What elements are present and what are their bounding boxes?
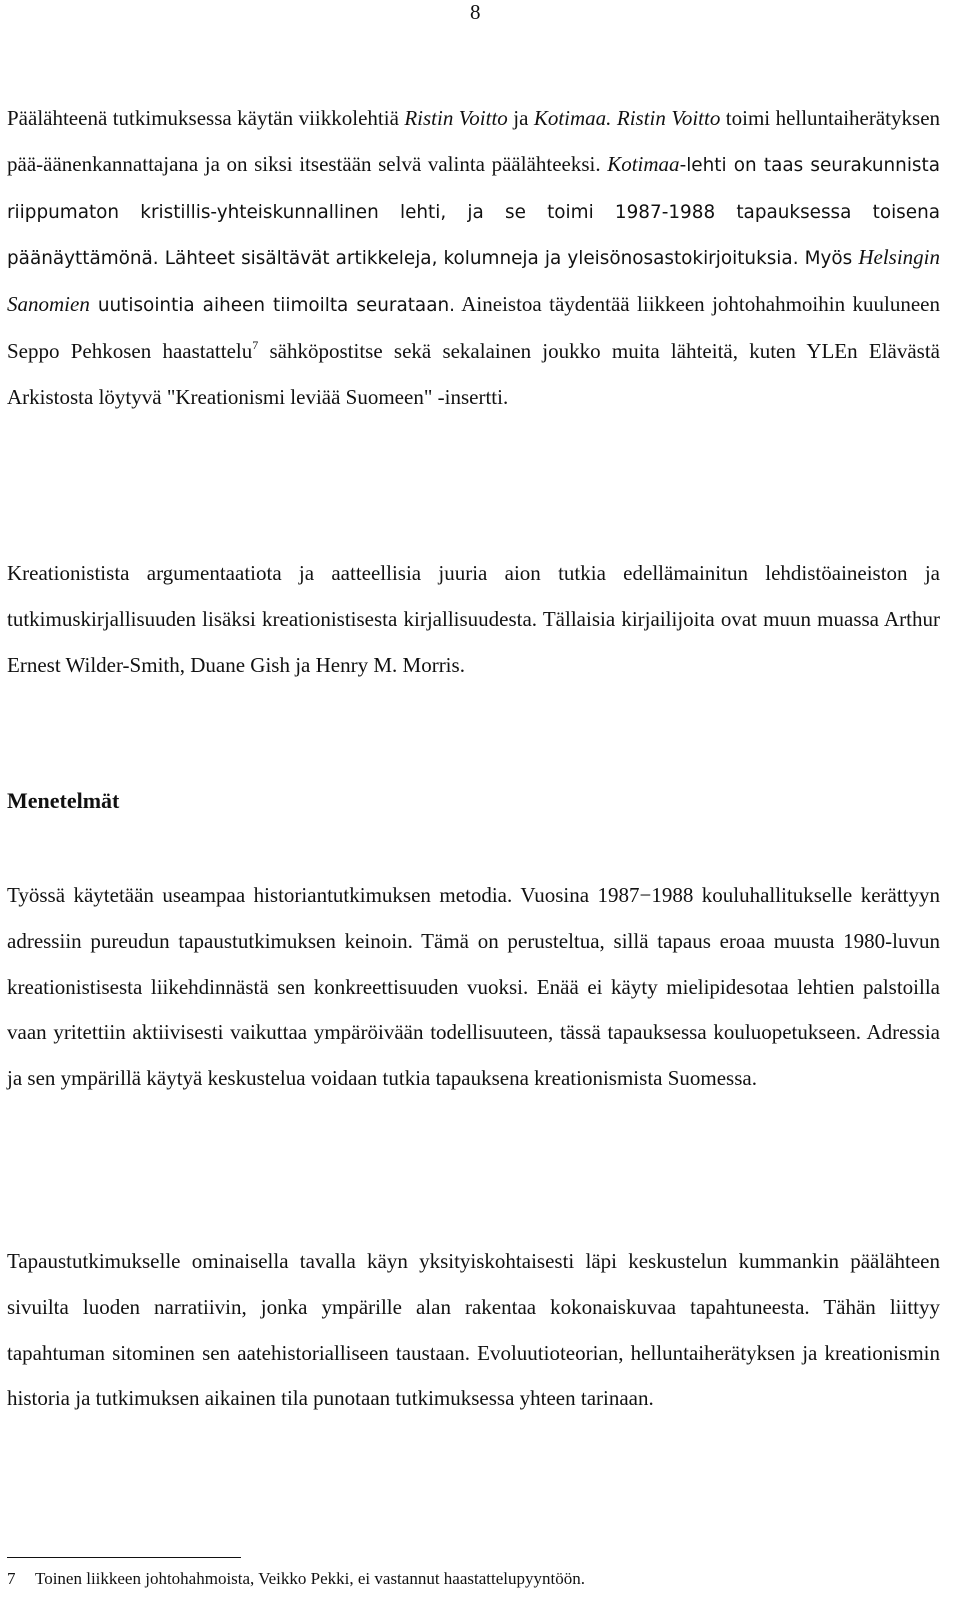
footnote-divider bbox=[7, 1557, 241, 1558]
p1-text: uutisointia aiheen tiimoilta seurataan. bbox=[89, 295, 455, 317]
paragraph-methods: Työssä käytetään useampaa historiantutkimuksen metodia. Vuosina 1987−1988 kouluhallitukselle kerättyyn adressiin pureudun tapaustutkimuksen keinoin. Tämä on perusteltua, sillä tapaus eroaa muusta 1980-luvun kreationistisesta liikehdinnästä sen konkreettisuuden vuoksi. Enää ei käyty mielipidesotaa lehtien palstoilla vaan yritettiin aktiivisesti vaikuttaa ympäröivään todellisuuteen, tässä tapauksessa kouluopetukseen. Adressia ja sen ympärillä käytyä keskustelua voidaan tutkia tapauksena kreationismista Suomessa. bbox=[7, 883, 940, 1091]
p1-text: sähköpostitse sekä sekalainen joukko muita lähteitä, kuten YLEn Elävästä Arkistosta löytyvä "Kreationismi leviää Suomeen" -insertti. bbox=[7, 338, 940, 409]
p1-text: Aineistoa täydentää liikkeen johtohahmoihin kuuluneen Seppo Pehkosen haastattelu bbox=[7, 292, 940, 363]
p1-kotimaa: Kotimaa bbox=[607, 151, 680, 176]
section-heading: Menetelmät bbox=[7, 788, 120, 813]
footnote-number: 7 bbox=[7, 1569, 16, 1588]
p1-text: Päälähteenä tutkimuksessa käytän viikkolehtiä bbox=[7, 106, 405, 130]
p1-text: ja bbox=[507, 106, 534, 130]
footnote-text: Toinen liikkeen johtohahmoista, Veikko Pekki, ei vastannut haastattelupyyntöön. bbox=[35, 1569, 585, 1588]
paragraph-literature: Kreationistista argumentaatiota ja aatteellisia juuria aion tutkia edellämainitun lehdistöaineiston ja tutkimuskirjallisuuden lisäksi kreationistisesta kirjallisuudesta. Tällaisia kirjailijoita ovat muun muassa Arthur Ernest Wilder-Smith, Duane Gish ja Henry M. Morris. bbox=[7, 561, 940, 677]
p1-text: toimi helluntaiherätyksen pää-äänenkannattajana ja on siksi itsestään selvä valinta päälähteeksi. bbox=[7, 106, 941, 176]
page-number: 8 bbox=[470, 0, 481, 24]
p1-text: -lehti on taas seurakunnista riippumaton kristillis-yhteiskunnallinen lehti, ja se toimi 1987-1988 tapauksessa toisena päänäyttämönä. Lähteet sisältävät artikkeleja, kolumneja ja yleisönosastokirjoituksia. Myös bbox=[7, 154, 940, 270]
p1-helsingin-sanomien: Helsingin Sanomien bbox=[7, 245, 940, 317]
paragraph-sources bbox=[7, 96, 940, 421]
p1-kotimaa: Kotimaa. bbox=[533, 106, 612, 130]
footnote bbox=[7, 1568, 585, 1590]
p1-ristin-voitto: Ristin Voitto bbox=[404, 106, 508, 130]
footnote-reference[interactable]: 7 bbox=[252, 337, 259, 352]
paragraph-case-study: Tapaustutkimukselle ominaisella tavalla käyn yksityiskohtaisesti läpi keskustelun kummankin päälähteen sivuilta luoden narratiivin, jonka ympärille alan rakentaa kokonaiskuvaa tapahtuneesta. Tähän liittyy tapahtuman sitominen sen aatehistorialliseen taustaan. Evoluutioteorian, helluntaiherätyksen ja kreationismin historia ja tutkimuksen aikainen tila punotaan tutkimuksessa yhteen tarinaan. bbox=[7, 1249, 940, 1411]
p1-ristin-voitto: Ristin Voitto bbox=[616, 106, 721, 130]
